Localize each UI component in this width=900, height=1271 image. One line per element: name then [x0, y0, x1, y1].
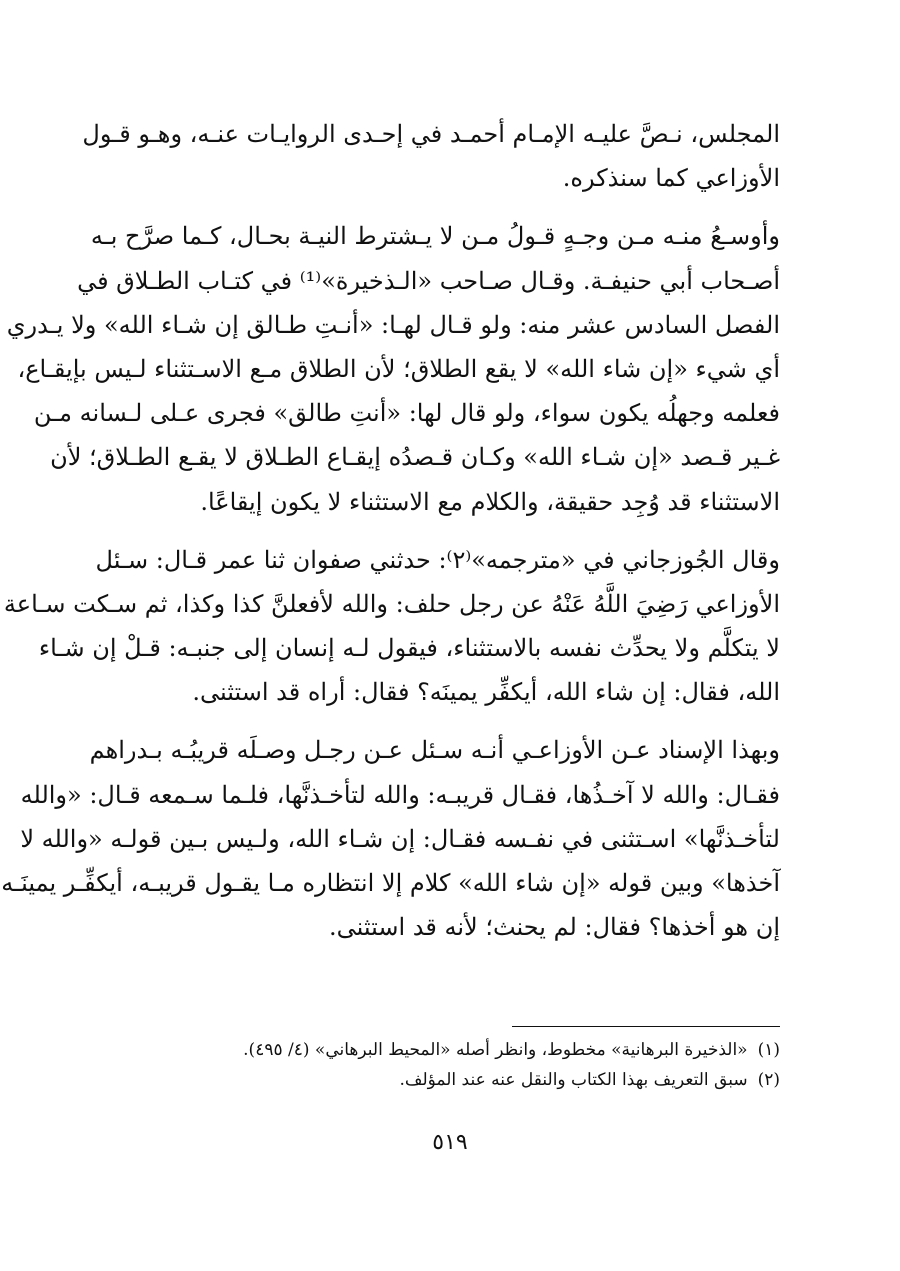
paragraph-4: [1, 728, 780, 949]
page-number: ٥١٩: [432, 1130, 468, 1155]
paragraph-3: [3, 538, 780, 715]
footnote-number: (١): [757, 1040, 780, 1060]
text-line: المجلس، نـصَّ عليـه الإمـام أحمـد في إحـدى الروايـات عنـه، وهـو قـول: [82, 120, 780, 148]
page-body: [1, 112, 780, 963]
footnote-separator: [512, 1026, 780, 1027]
text-line: إن هو أخذها؟ فقال: لم يحنث؛ لأنه قد استثنى.: [329, 913, 780, 942]
text-line: فعلمه وجهلُه يكون سواء، ولو قال لها: «أنتِ طالق» فجرى عـلى لـسانه مـن: [33, 399, 780, 428]
footnote-number: (٢): [757, 1070, 780, 1090]
text-line: الأوزاعي كما سنذكره.: [562, 164, 780, 193]
footnote-text: «الذخيرة البرهانية» مخطوط، وانظر أصله «المحيط البرهاني» (٤/ ٤٩٥).: [243, 1040, 748, 1060]
footnote-text: سبق التعريف بهذا الكتاب والنقل عنه عند المؤلف.: [399, 1070, 748, 1090]
footnotes: [118, 1026, 780, 1095]
paragraph-2: [6, 214, 780, 523]
text-line: لا يتكلَّم ولا يحدِّث نفسه بالاستثناء، فيقول لـه إنسان إلى جنبـه: قـلْ إن شـاء: [38, 634, 780, 663]
text-line: وقال الجُوزجاني في «مترجمه»⁽٢⁾: حدثني صفوان ثنا عمر قـال: سـئل: [95, 545, 780, 574]
text-line: الفصل السادس عشر منه: ولو قـال لهـا: «أنـتِ طـالق إن شـاء الله» ولا يـدري: [6, 310, 780, 339]
footnote-2: [118, 1065, 780, 1095]
text-line: فقـال: والله لا آخـذُها، فقـال قريبـه: والله لتأخـذنَّها، فلـما سـمعه قـال: «والله: [20, 780, 780, 809]
text-line: غـير قـصد «إن شـاء الله» وكـان قـصدُه إيقـاع الطـلاق لا يقـع الطـلاق؛ لأن: [50, 443, 780, 472]
text-line: وأوسـعُ منـه مـن وجـهٍ قـولُ مـن لا يـشترط النيـة بحـال، كـما صرَّح بـه: [90, 222, 780, 251]
text-line: الأوزاعي رَضِيَ اللَّهُ عَنْهُ عن رجل حلف: والله لأفعلنَّ كذا وكذا، ثم سـكت سـاعة: [3, 589, 780, 618]
text-line: أصـحاب أبي حنيفـة. وقـال صـاحب «الـذخيرة»⁽¹⁾ في كتـاب الطـلاق في: [77, 266, 780, 295]
text-line: وبهذا الإسناد عـن الأوزاعـي أنـه سـئل عـن رجـل وصـلَه قريبُـه بـدراهم: [89, 736, 780, 765]
text-line: لتأخـذنَّها» اسـتثنى في نفـسه فقـال: إن شـاء الله، ولـيس بـين قولـه «والله لا: [20, 824, 780, 853]
text-line: آخذها» وبين قوله «إن شاء الله» كلام إلا انتظاره مـا يقـول قريبـه، أيكفِّـر يمينَـه: [1, 869, 780, 897]
footnote-1: [118, 1035, 780, 1065]
text-line: أي شيء «إن شاء الله» لا يقع الطلاق؛ لأن الطلاق مـع الاسـتثناء لـيس بإيقـاع،: [17, 354, 780, 383]
text-line: الله، فقال: إن شاء الله، أيكفِّر يمينَه؟ فقال: أراه قد استثنى.: [192, 678, 780, 707]
paragraph-1: [82, 112, 780, 200]
text-line: الاستثناء قد وُجِد حقيقة، والكلام مع الاستثناء لا يكون إيقاعًا.: [200, 487, 780, 516]
